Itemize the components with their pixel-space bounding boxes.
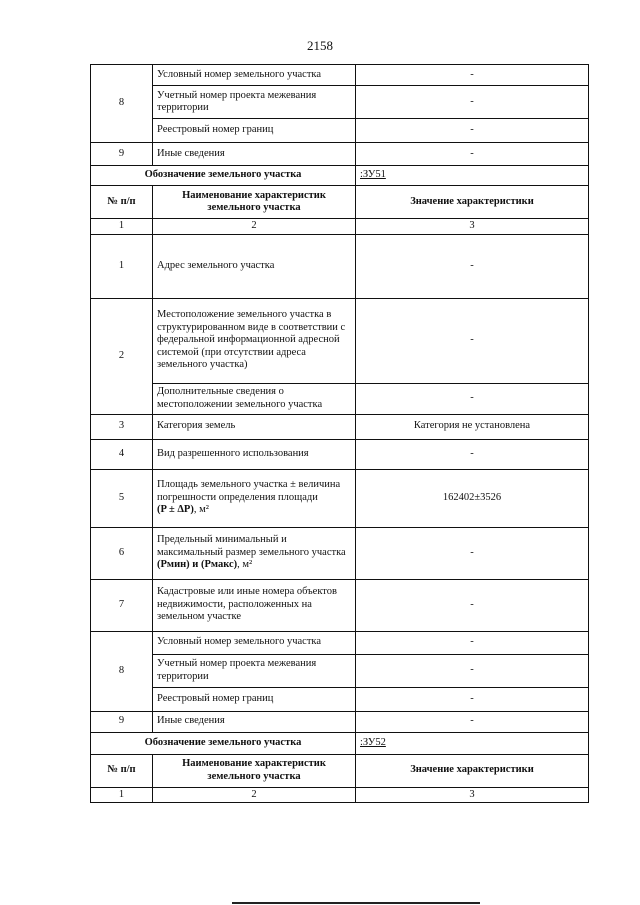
row-label: Иные сведения bbox=[153, 143, 356, 166]
column-header-name: Наименование характеристик земельного участка bbox=[153, 754, 356, 787]
row-value: - bbox=[356, 527, 589, 579]
row-label-text: Предельный минимальный и максимальный размер земельного участка bbox=[157, 534, 346, 558]
row-value: 162402±3526 bbox=[356, 469, 589, 527]
row-label-unit: , м² bbox=[237, 559, 253, 571]
row-label: Иные сведения bbox=[153, 711, 356, 732]
row-label: Вид разрешенного использования bbox=[153, 439, 356, 469]
row-value: - bbox=[356, 711, 589, 732]
row-value: - bbox=[356, 143, 589, 166]
row-label bbox=[153, 527, 356, 579]
row-num: 3 bbox=[91, 414, 153, 439]
row-value: - bbox=[356, 65, 589, 86]
row-label: Реестровый номер границ bbox=[153, 119, 356, 143]
row-num: 1 bbox=[91, 234, 153, 298]
row-label: Адрес земельного участка bbox=[153, 234, 356, 298]
row-label: Учетный номер проекта межевания территории bbox=[153, 654, 356, 687]
column-index: 2 bbox=[153, 787, 356, 803]
row-num: 9 bbox=[91, 711, 153, 732]
land-plot-table bbox=[90, 64, 589, 803]
column-header-name: Наименование характеристик земельного участка bbox=[153, 186, 356, 219]
row-num: 4 bbox=[91, 439, 153, 469]
row-label bbox=[153, 469, 356, 527]
row-label: Реестровый номер границ bbox=[153, 687, 356, 711]
row-num: 8 bbox=[91, 631, 153, 711]
row-label: Учетный номер проекта межевания территории bbox=[153, 86, 356, 119]
column-index: 3 bbox=[356, 787, 589, 803]
row-num: 7 bbox=[91, 579, 153, 631]
row-label-formula: (Pмин) и (Pмакс) bbox=[157, 559, 238, 571]
row-label: Кадастровые или иные номера объектов недвижимости, расположенных на земельном участке bbox=[153, 579, 356, 631]
row-label: Условный номер земельного участка bbox=[153, 65, 356, 86]
column-index: 2 bbox=[153, 219, 356, 235]
row-num: 6 bbox=[91, 527, 153, 579]
row-num: 8 bbox=[91, 65, 153, 143]
row-value: - bbox=[356, 234, 589, 298]
row-value: - bbox=[356, 383, 589, 414]
row-num: 2 bbox=[91, 298, 153, 414]
plot-designation-label: Обозначение земельного участка bbox=[91, 166, 356, 186]
column-header-value: Значение характеристики bbox=[356, 754, 589, 787]
column-header-num: № п/п bbox=[91, 754, 153, 787]
row-num: 5 bbox=[91, 469, 153, 527]
row-value: - bbox=[356, 687, 589, 711]
page-number: 2158 bbox=[307, 38, 333, 53]
column-header-num: № п/п bbox=[91, 186, 153, 219]
column-header-value: Значение характеристики bbox=[356, 186, 589, 219]
row-value: - bbox=[356, 439, 589, 469]
column-index: 1 bbox=[91, 219, 153, 235]
column-index: 1 bbox=[91, 787, 153, 803]
row-value: - bbox=[356, 86, 589, 119]
row-label: Категория земель bbox=[153, 414, 356, 439]
scan-edge-line bbox=[232, 902, 480, 904]
row-label-formula: (P ± ΔP) bbox=[157, 504, 194, 516]
row-value: Категория не установлена bbox=[356, 414, 589, 439]
row-value: - bbox=[356, 298, 589, 383]
row-value: - bbox=[356, 579, 589, 631]
row-num: 9 bbox=[91, 143, 153, 166]
plot-designation-value: :ЗУ52 bbox=[356, 732, 589, 754]
row-label-text: Площадь земельного участка ± величина погрешности определения площади bbox=[157, 479, 341, 503]
row-value: - bbox=[356, 119, 589, 143]
plot-designation-value: :ЗУ51 bbox=[356, 166, 589, 186]
row-label: Местоположение земельного участка в структурированном виде в соответствии с федеральной информационной адресной системой (при отсутствии адреса земельного участка) bbox=[153, 298, 356, 383]
column-index: 3 bbox=[356, 219, 589, 235]
row-label: Условный номер земельного участка bbox=[153, 631, 356, 654]
row-label: Дополнительные сведения о местоположении земельного участка bbox=[153, 383, 356, 414]
row-label-unit: , м² bbox=[193, 504, 209, 516]
plot-designation-label: Обозначение земельного участка bbox=[91, 732, 356, 754]
row-value: - bbox=[356, 654, 589, 687]
row-value: - bbox=[356, 631, 589, 654]
